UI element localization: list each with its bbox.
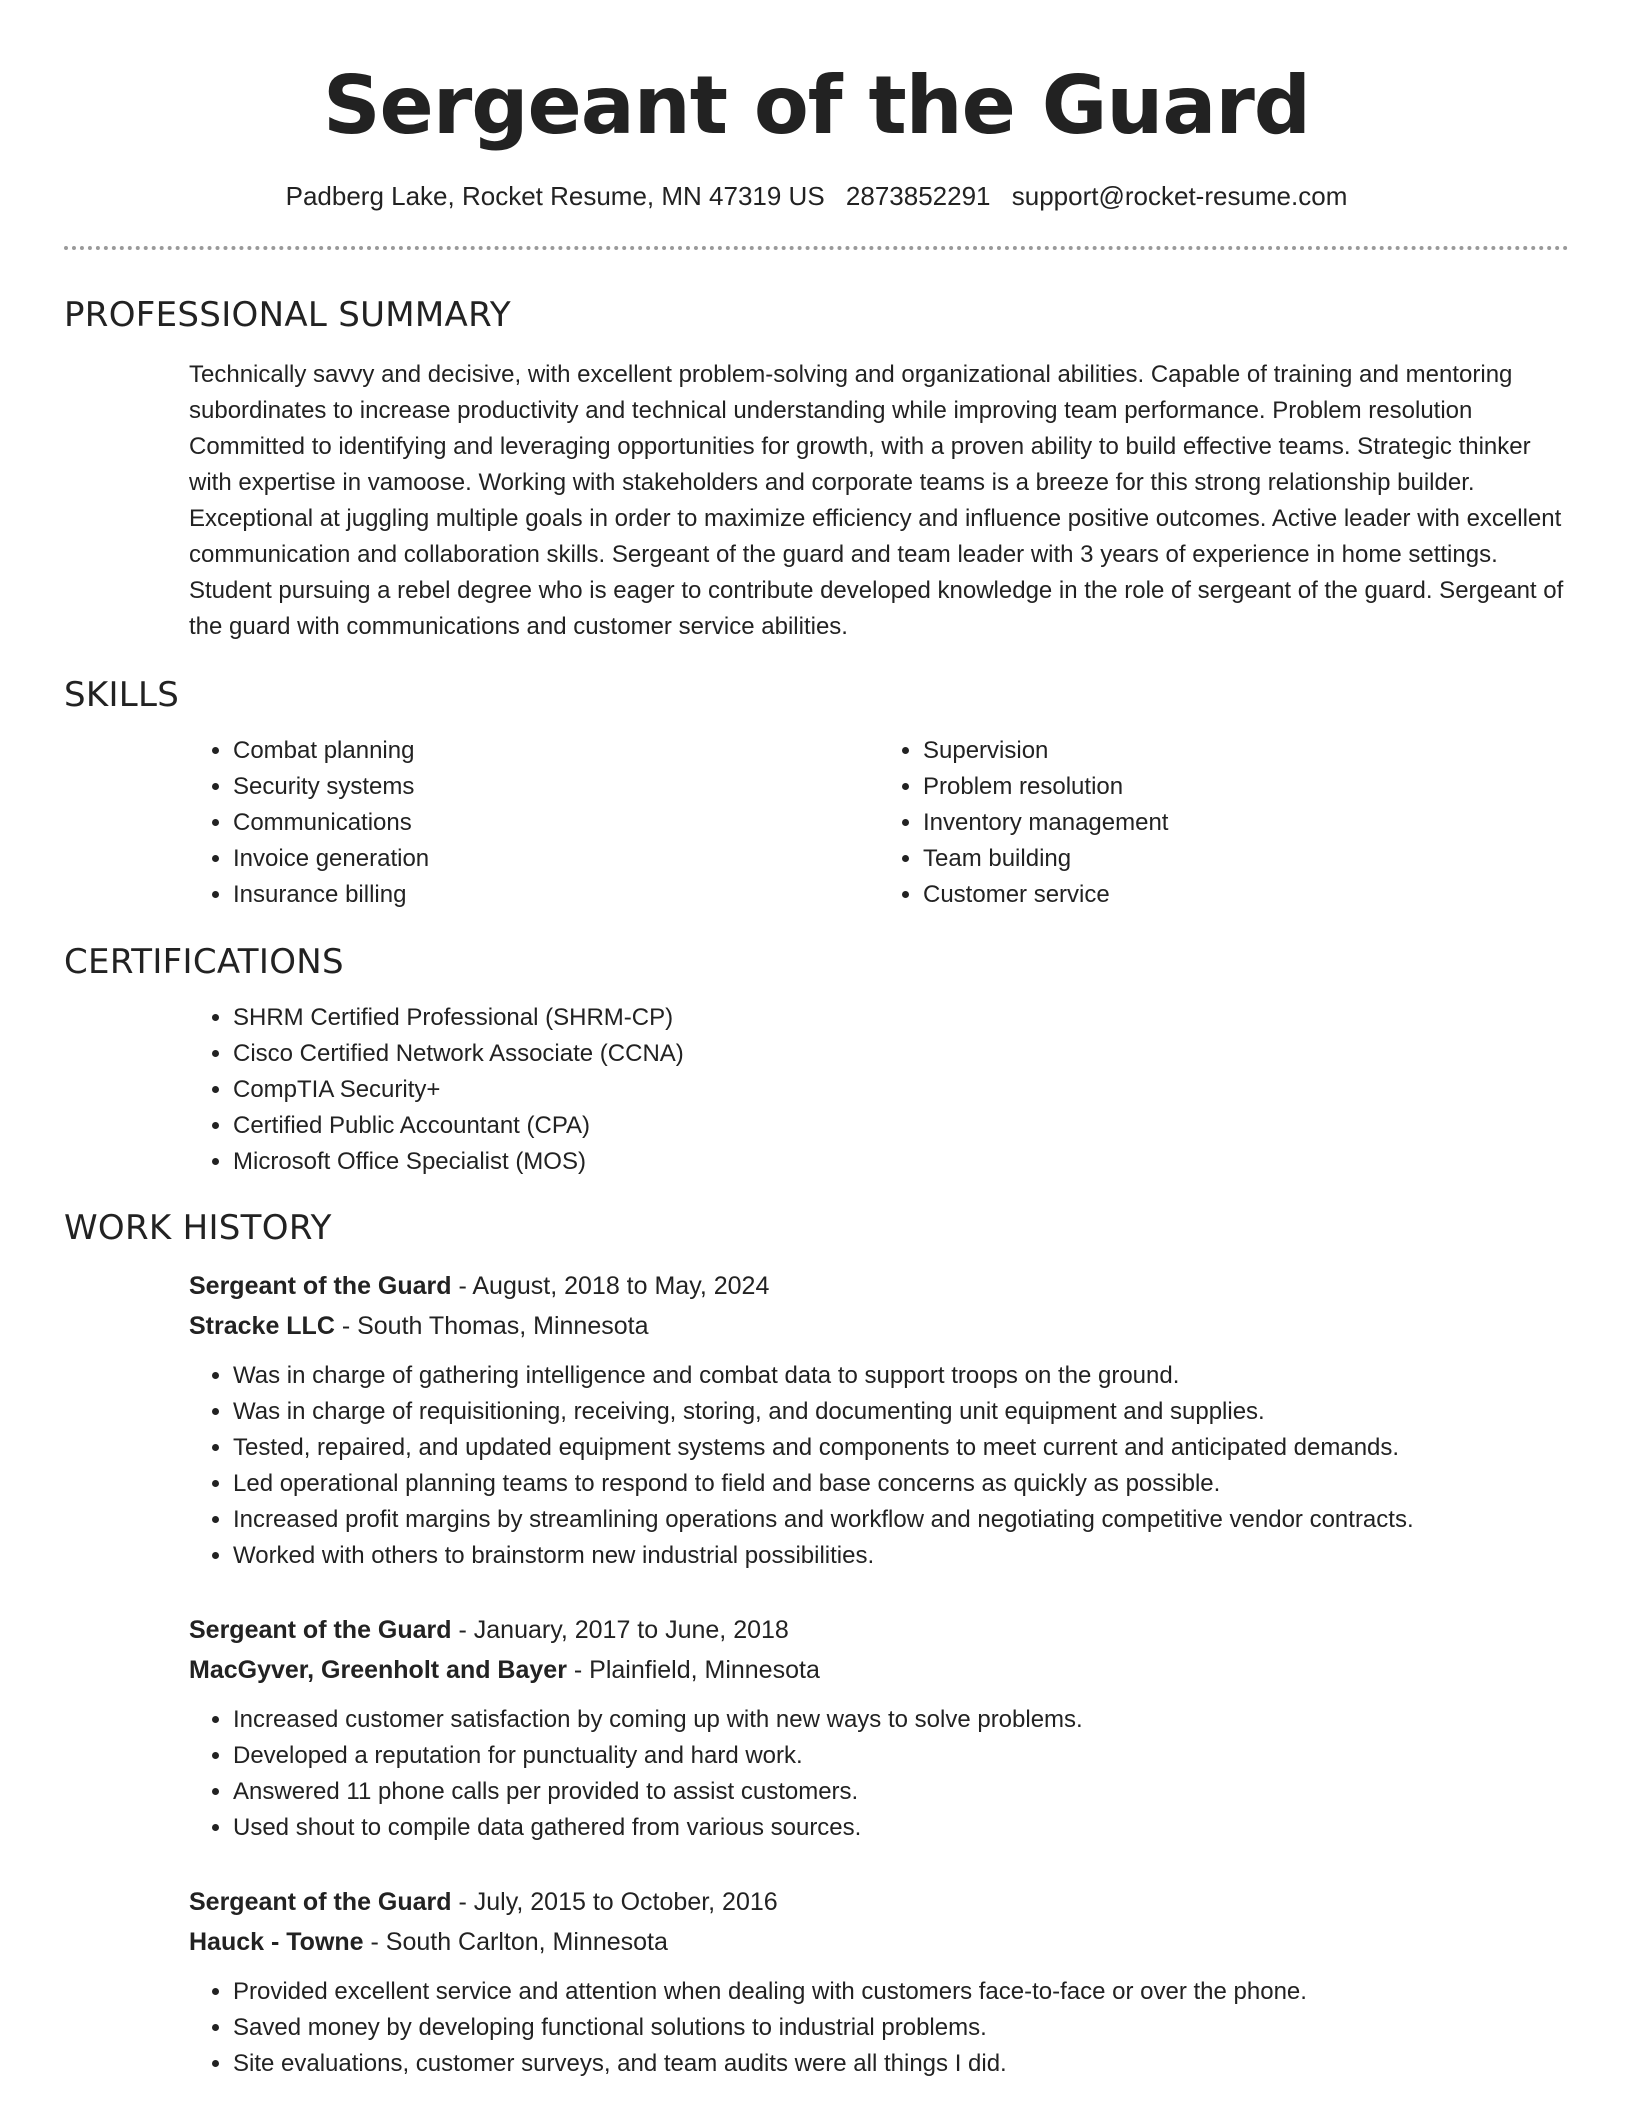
- skill-item: • Invoice generation: [233, 841, 879, 877]
- job-location: - South Carlton, Minnesota: [363, 1928, 668, 1956]
- job-bullet: • Led operational planning teams to respond to field and base concerns as quickly as possible.: [233, 1466, 1569, 1502]
- skill-item: • Inventory management: [923, 805, 1569, 841]
- skill-item: • Supervision: [923, 733, 1569, 769]
- job-bullet: • Tested, repaired, and updated equipment systems and components to meet current and anticipated demands.: [233, 1430, 1569, 1466]
- job-dates: - July, 2015 to October, 2016: [451, 1888, 778, 1916]
- work-history-heading: WORK HISTORY: [64, 1208, 332, 1248]
- job-company-line: [189, 1922, 1569, 1962]
- job-bullets: [189, 1974, 1569, 2082]
- job-company: Stracke LLC: [189, 1312, 335, 1340]
- job-company: Hauck - Towne: [189, 1928, 364, 1956]
- job-bullet: • Developed a reputation for punctuality and hard work.: [233, 1738, 1569, 1774]
- job-entry: [189, 1610, 1569, 1846]
- contact-line: [64, 180, 1569, 212]
- skill-item: • Combat planning: [233, 733, 879, 769]
- job-bullet: • Used shout to compile data gathered from various sources.: [233, 1810, 1569, 1846]
- job-bullet: • Increased customer satisfaction by coming up with new ways to solve problems.: [233, 1702, 1569, 1738]
- candidate-name: Sergeant of the Guard: [322, 59, 1311, 152]
- summary-text: Technically savvy and decisive, with excellent problem-solving and organizational abilities. Capable of training and mentoring subordinates to increase productivity and technical understanding while improving team performance. Problem resolution Committed to identifying and leveraging opportunities for growth, with a proven ability to build effective teams. Strategic thinker with expertise in vamoose. Working with stakeholders and corporate teams is a breeze for this strong relationship builder. Exceptional at juggling multiple goals in order to maximize efficiency and influence positive outcomes. Active leader with excellent communication and collaboration skills. Sergeant of the guard and team leader with 3 years of experience in home settings. Student pursuing a rebel degree who is eager to contribute developed knowledge in the role of sergeant of the guard. Sergeant of the guard with communications and customer service abilities.: [189, 361, 1564, 640]
- certification-item: • CompTIA Security+: [233, 1072, 1569, 1108]
- skill-item: • Problem resolution: [923, 769, 1569, 805]
- skill-item: • Security systems: [233, 769, 879, 805]
- resume-page: [64, 0, 1569, 2082]
- summary-heading: PROFESSIONAL SUMMARY: [64, 295, 511, 335]
- job-dates: - January, 2017 to June, 2018: [451, 1616, 789, 1644]
- job-title-line: [189, 1882, 1569, 1922]
- job-dates: - August, 2018 to May, 2024: [451, 1272, 770, 1300]
- skill-item: • Customer service: [923, 877, 1569, 913]
- skills-list-left: [189, 733, 879, 913]
- skills-grid: [189, 733, 1569, 913]
- job-bullet: • Saved money by developing functional solutions to industrial problems.: [233, 2010, 1569, 2046]
- skill-item: • Communications: [233, 805, 879, 841]
- job-entry: [189, 1882, 1569, 2082]
- contact-email: support@rocket-resume.com: [1011, 181, 1348, 211]
- certifications-heading: CERTIFICATIONS: [64, 942, 344, 982]
- job-role: Sergeant of the Guard: [189, 1888, 452, 1916]
- certification-item: • Microsoft Office Specialist (MOS): [233, 1144, 1569, 1180]
- job-role: Sergeant of the Guard: [189, 1272, 452, 1300]
- job-company: MacGyver, Greenholt and Bayer: [189, 1656, 567, 1684]
- skill-item: • Team building: [923, 841, 1569, 877]
- job-bullet: • Was in charge of gathering intelligence and combat data to support troops on the ground.: [233, 1358, 1569, 1394]
- job-bullets: [189, 1702, 1569, 1846]
- job-bullet: • Increased profit margins by streamlining operations and workflow and negotiating competitive vendor contracts.: [233, 1502, 1569, 1538]
- job-location: - Plainfield, Minnesota: [566, 1656, 820, 1684]
- job-bullet: • Provided excellent service and attention when dealing with customers face-to-face or over the phone.: [233, 1974, 1569, 2010]
- job-bullet: • Site evaluations, customer surveys, and team audits were all things I did.: [233, 2046, 1569, 2082]
- job-bullet: • Worked with others to brainstorm new industrial possibilities.: [233, 1538, 1569, 1574]
- certifications-section: [189, 1000, 1569, 1180]
- job-bullet: • Was in charge of requisitioning, receiving, storing, and documenting unit equipment and supplies.: [233, 1394, 1569, 1430]
- certification-item: • SHRM Certified Professional (SHRM-CP): [233, 1000, 1569, 1036]
- job-bullet: • Answered 11 phone calls per provided to assist customers.: [233, 1774, 1569, 1810]
- job-role: Sergeant of the Guard: [189, 1616, 452, 1644]
- certification-item: • Cisco Certified Network Associate (CCNA): [233, 1036, 1569, 1072]
- skills-list-right: [879, 733, 1569, 913]
- header-divider: [64, 246, 1569, 250]
- certifications-list: [189, 1000, 1569, 1180]
- skill-item: • Insurance billing: [233, 877, 879, 913]
- certification-item: • Certified Public Accountant (CPA): [233, 1108, 1569, 1144]
- contact-phone: 2873852291: [845, 181, 991, 211]
- job-bullets: [189, 1358, 1569, 1574]
- contact-address: Padberg Lake, Rocket Resume, MN 47319 US: [285, 181, 825, 211]
- job-title-line: [189, 1266, 1569, 1306]
- job-company-line: [189, 1650, 1569, 1690]
- job-company-line: [189, 1306, 1569, 1346]
- skills-heading: SKILLS: [64, 675, 180, 715]
- job-location: - South Thomas, Minnesota: [334, 1312, 649, 1340]
- job-entry: [189, 1266, 1569, 1574]
- job-title-line: [189, 1610, 1569, 1650]
